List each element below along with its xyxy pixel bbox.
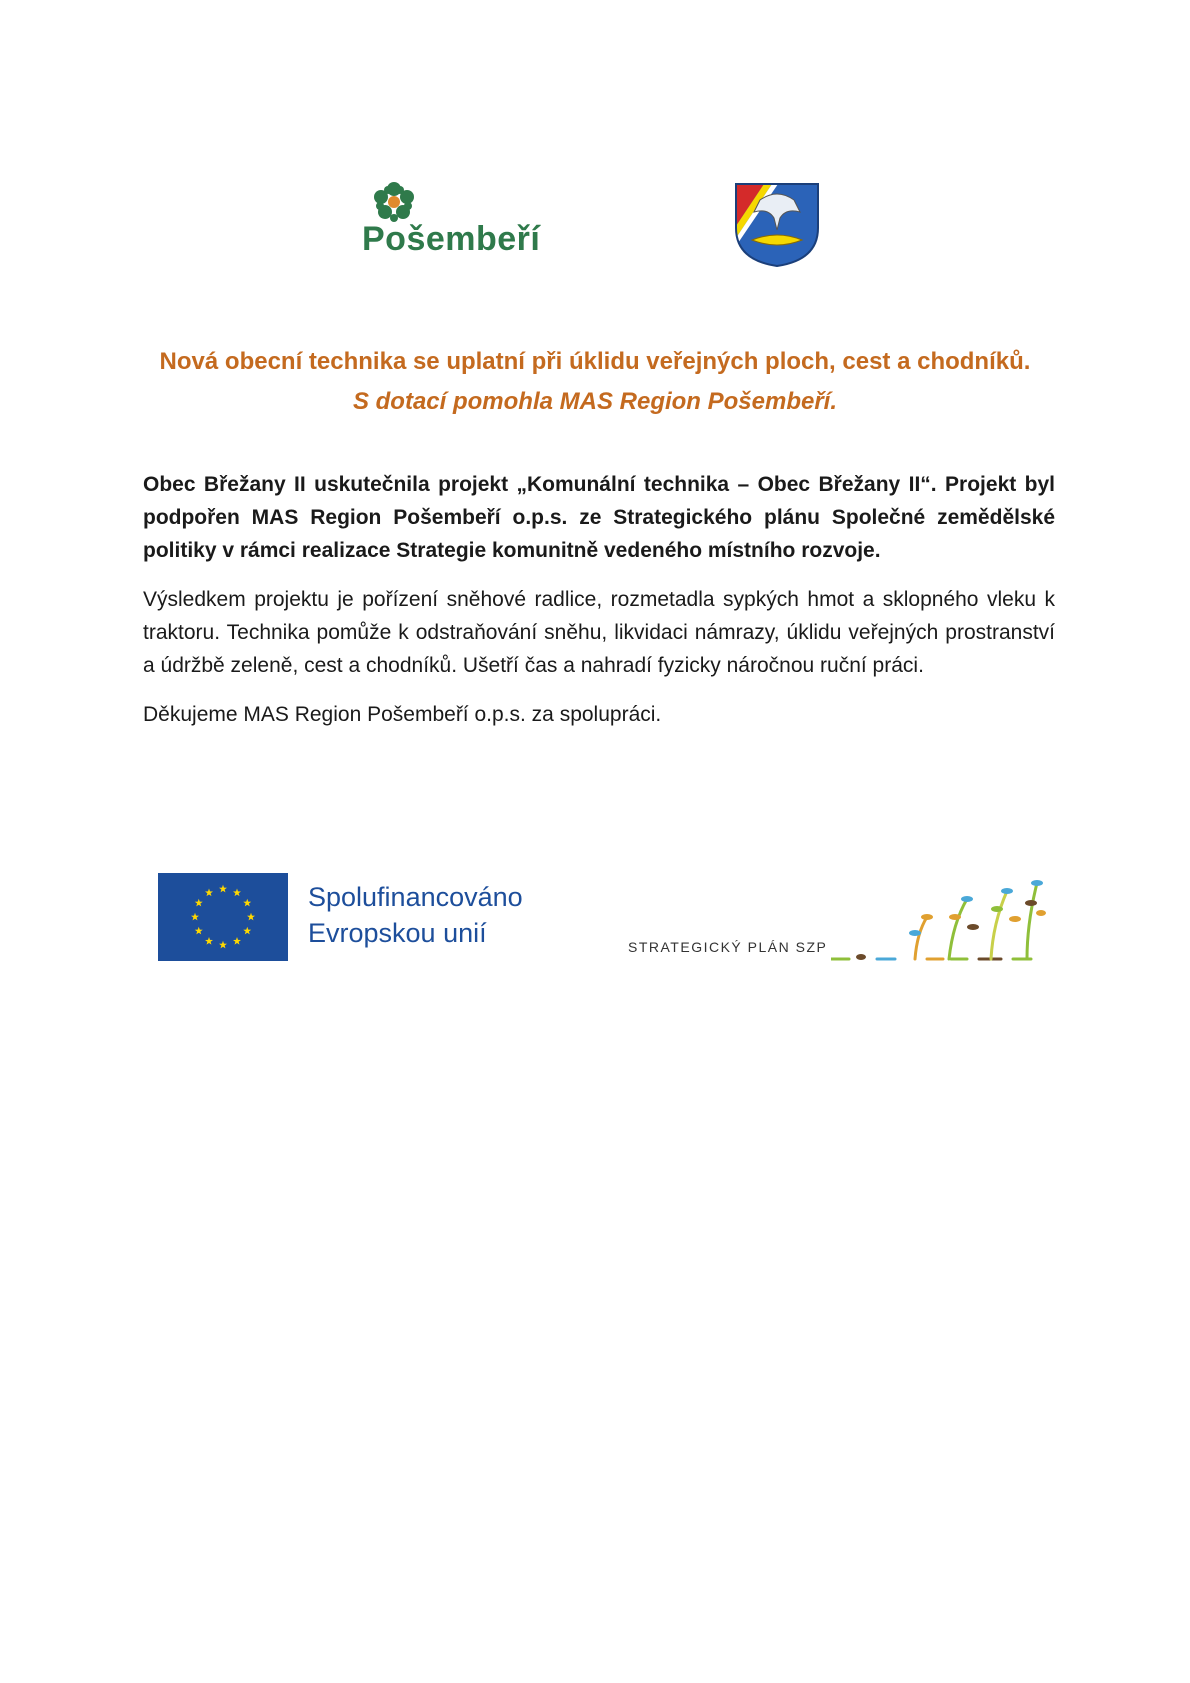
- eu-text: [308, 879, 523, 951]
- article-body: [143, 468, 1055, 747]
- headline-line2: S dotací pomohla MAS Region Pošembeří.: [352, 388, 838, 415]
- posemberi-logo: [362, 180, 541, 260]
- result-paragraph: Výsledkem projektu je pořízení sněhové radlice, rozmetadla sypkých hmot a sklopného vleku k traktoru. Technika pomůže k odstraňování sněhu, likvidaci námrazy, úklidu veřejných prostranství a údržbě zeleně, cest a chodníků. Ušetří čas a nahradí fyzicky náročnou ruční práci.: [143, 588, 1055, 677]
- headline-line1: Nová obecní technika se uplatní při úklidu veřejných ploch, cest a chodníků.: [159, 348, 1031, 375]
- eu-flag-icon: [158, 873, 288, 961]
- plants-icon: [831, 873, 1046, 963]
- eu-text-line2: Evropskou unií: [308, 918, 487, 948]
- headline: [0, 342, 1190, 422]
- szp-text: STRATEGICKÝ PLÁN SZP: [628, 939, 828, 955]
- szp-logo: [628, 873, 1048, 963]
- lead-paragraph: Obec Břežany II uskutečnila projekt „Komunální technika – Obec Břežany II“. Projekt byl podpořen MAS Region Pošembeří o.p.s. ze Strategického plánu Společné zemědělské politiky v rámci realizace Strategie komunitně vedeného místního rozvoje.: [143, 473, 1055, 562]
- eu-cofinanced-logo: [158, 873, 568, 961]
- village-crest-icon: [734, 182, 820, 268]
- eu-text-line1: Spolufinancováno: [308, 882, 523, 912]
- posemberi-wordmark: Pošembeří: [362, 220, 541, 258]
- thanks-paragraph: Děkujeme MAS Region Pošembeří o.p.s. za spolupráci.: [143, 703, 662, 726]
